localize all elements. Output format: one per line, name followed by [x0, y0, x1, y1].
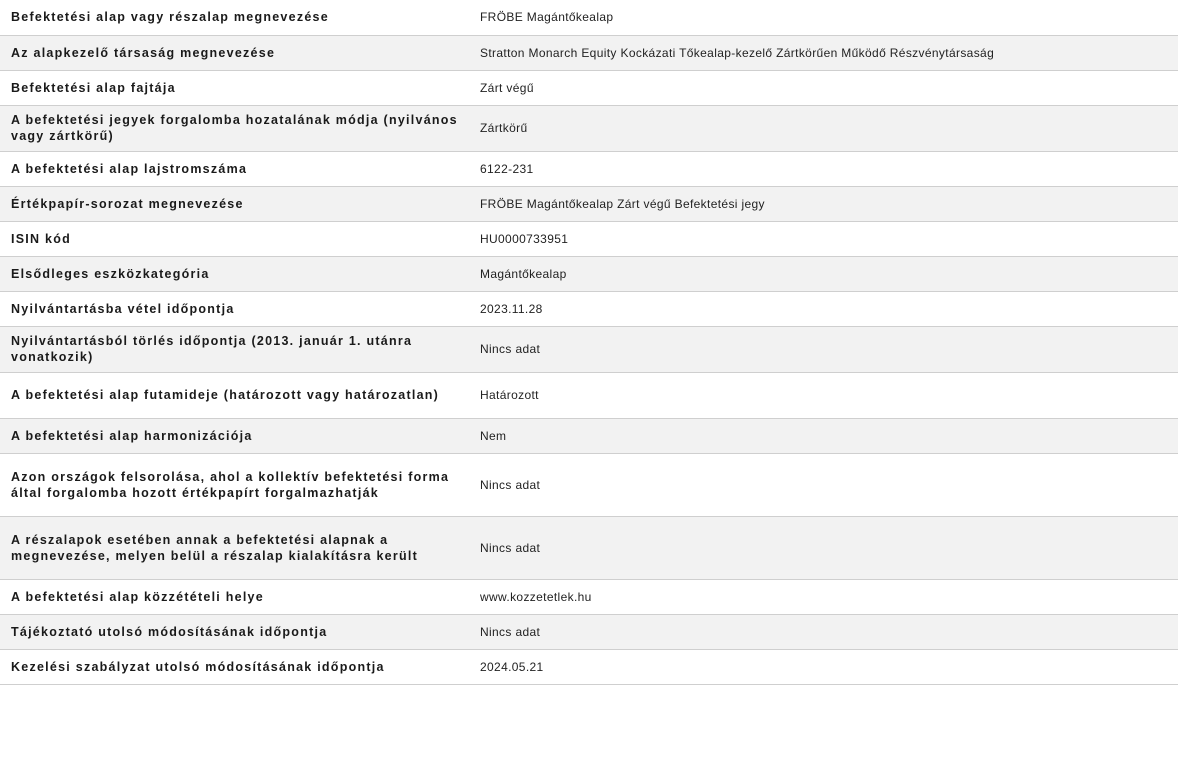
- table-row: [0, 221, 1178, 256]
- table-row: [0, 453, 1178, 516]
- table-row: [0, 0, 1178, 35]
- table-row: [0, 516, 1178, 579]
- row-label: A részalapok esetében annak a befektetési alapnak a megnevezése, melyen belül a részalap kialakításra került: [11, 532, 418, 563]
- row-value: 2023.11.28: [480, 301, 543, 316]
- table-row: [0, 614, 1178, 649]
- row-value: Határozott: [480, 388, 539, 402]
- table-row: [0, 418, 1178, 453]
- row-label: Tájékoztató utolsó módosításának időpontja: [11, 624, 328, 639]
- row-value: FRÖBE Magántőkealap Zárt végű Befektetési jegy: [480, 196, 765, 211]
- row-value: Nincs adat: [480, 477, 541, 492]
- table-row: [0, 151, 1178, 186]
- table-row: [0, 372, 1178, 418]
- table-row: [0, 70, 1178, 105]
- table-row: [0, 256, 1178, 291]
- row-label: Értékpapír-sorozat megnevezése: [11, 196, 244, 211]
- row-value: Nincs adat: [480, 342, 541, 356]
- row-label: A befektetési alap futamideje (határozott vagy határozatlan): [11, 388, 440, 402]
- row-value: 2024.05.21: [480, 659, 544, 674]
- table-row: [0, 186, 1178, 221]
- row-value: Stratton Monarch Equity Kockázati Tőkealap-kezelő Zártkörűen Működő Részvénytársaság: [480, 45, 995, 60]
- row-value: Magántőkealap: [480, 266, 567, 281]
- row-label: Elsődleges eszközkategória: [11, 266, 210, 281]
- table-row: [0, 326, 1178, 372]
- row-value: FRÖBE Magántőkealap: [480, 10, 614, 25]
- row-value: Nincs adat: [480, 624, 541, 639]
- row-value: Zártkörű: [480, 121, 528, 135]
- table-row: [0, 105, 1178, 151]
- row-label: A befektetési alap harmonizációja: [11, 428, 253, 443]
- row-label: Azon országok felsorolása, ahol a kollektív befektetési forma által forgalomba hozott értékpapírt forgalmazhatják: [11, 469, 450, 500]
- row-label: ISIN kód: [11, 231, 72, 246]
- row-label: A befektetési alap közzétételi helye: [11, 589, 264, 604]
- row-label: Nyilvántartásból törlés időpontja (2013. január 1. utánra vonatkozik): [11, 334, 413, 364]
- row-label: A befektetési jegyek forgalomba hozatalának módja (nyilvános vagy zártkörű): [11, 113, 458, 143]
- row-value: 6122-231: [480, 161, 534, 176]
- table-row: [0, 649, 1178, 684]
- row-value: HU0000733951: [480, 231, 569, 246]
- row-label: Nyilvántartásba vétel időpontja: [11, 301, 235, 316]
- row-value: Nem: [480, 428, 507, 443]
- table-row: [0, 35, 1178, 70]
- row-label: Befektetési alap fajtája: [11, 80, 176, 95]
- row-value: www.kozzetetlek.hu: [480, 589, 592, 604]
- row-value: Zárt végű: [480, 80, 534, 95]
- row-label: Az alapkezelő társaság megnevezése: [11, 45, 276, 60]
- table-row: [0, 291, 1178, 326]
- table-row: [0, 579, 1178, 614]
- row-label: A befektetési alap lajstromszáma: [11, 161, 248, 176]
- row-label: Kezelési szabályzat utolsó módosításának időpontja: [11, 659, 385, 674]
- row-label: Befektetési alap vagy részalap megnevezése: [11, 10, 329, 25]
- row-value: Nincs adat: [480, 540, 541, 555]
